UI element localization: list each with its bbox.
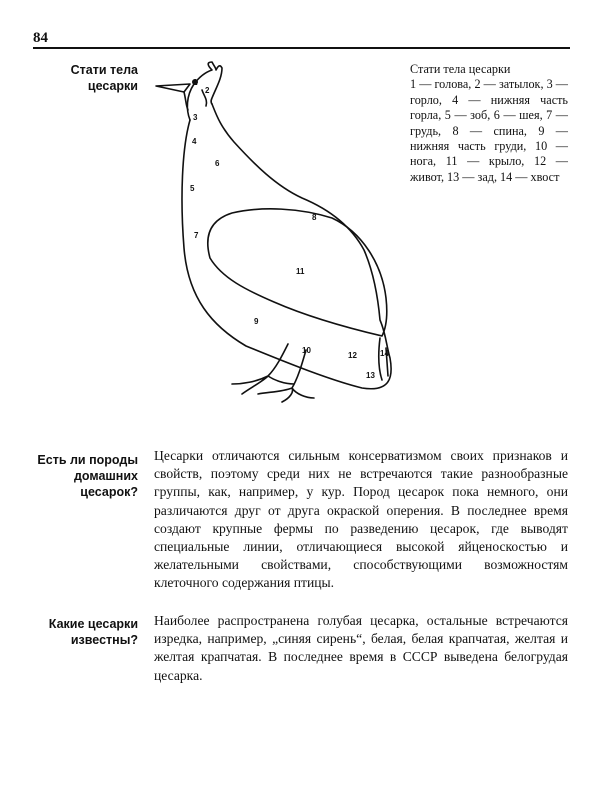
side-heading-line: Какие цесарки [48,617,138,631]
part-label: 2 [205,86,210,95]
side-heading-line: домашних [73,469,138,483]
part-label: 10 [302,346,311,355]
part-label: 6 [215,159,220,168]
part-label: 5 [190,184,195,193]
section-heading-known [49,616,138,648]
guinea-fowl-diagram [150,58,410,403]
figure-legend [410,62,568,185]
section-text-known: Наиболее распространена голубая цесарка, остальные встречаются изредка, например, „синяя сирень“, белая, белая крапчатая, желтая и желтая крапчатая. В последнее время в СССР выведена белогрудая цесарка. [154,613,568,683]
part-label: 1 [193,78,198,87]
section-text-breeds: Цесарки отличаются сильным консерватизмом своих признаков и свойств, поэтому среди них не встречаются такие разнообразные группы, как, например, у кур. Пород цесарок пока немного, они различаются друг от друга окраской оперения. В последнее время создают крупные фермы по разведению цесарок, где выводят специальные линии, отличающиеся высокой яйценоскостью и желательными свойствами, способствующими возможностям клеточного содержания птицы. [154,448,568,591]
side-heading-line: цесарки [87,79,138,93]
part-label: 3 [193,113,198,122]
bird-left-leg [232,344,294,394]
side-heading-line: цесарок? [80,485,138,499]
part-label: 11 [296,267,305,276]
figure-side-heading [71,62,138,94]
side-heading-line: Есть ли породы [37,453,138,467]
section-heading-breeds [37,452,138,500]
side-heading-line: известны? [70,633,138,647]
part-label: 14 [380,349,389,358]
legend-text: 1 — голова, 2 — затылок, 3 — горло, 4 — нижняя часть горла, 5 — зоб, 6 — шея, 7 — грудь, 8 — спина, 9 — нижняя часть груди, 10 — нога, 11 — крыло, 12 — живот, 13 — зад, 14 — хвост [410,77,568,184]
part-label: 12 [348,351,357,360]
side-heading-line: Стати тела [70,63,138,77]
part-label: 7 [194,231,199,240]
part-label: 9 [254,317,259,326]
part-label: 13 [366,371,375,380]
page-number: 84 [33,30,48,46]
bird-beak [156,84,190,92]
part-label: 4 [192,137,197,146]
legend-title: Стати тела цесарки [410,62,511,76]
header-rule [33,47,570,49]
part-label: 8 [312,213,317,222]
